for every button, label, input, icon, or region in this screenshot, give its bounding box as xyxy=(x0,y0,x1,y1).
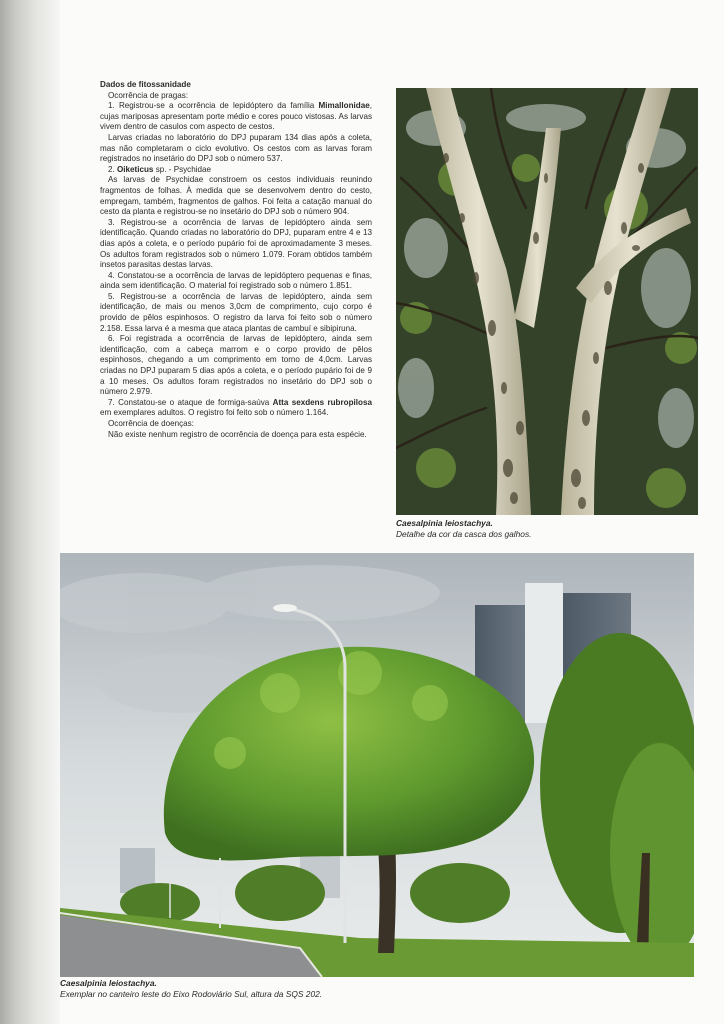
street-tree-photo xyxy=(60,553,694,977)
bark-caption-subtitle: Detalhe da cor da casca dos galhos. xyxy=(396,529,532,539)
p7-species-name: Atta sexdens rubropilosa xyxy=(272,397,372,407)
p1-family-name: Mimallonidae xyxy=(318,101,370,111)
diseases-subheading: Ocorrência de doenças: xyxy=(108,419,194,428)
paragraph-7 xyxy=(100,398,372,419)
diseases-paragraph: Não existe nenhum registro de ocorrência de doença para esta espécie. xyxy=(108,429,367,439)
paragraph-1 xyxy=(100,101,372,133)
p7-text: 7. Constatou-se o ataque de formiga-saúva xyxy=(108,397,273,407)
street-caption-subtitle: Exemplar no canteiro leste do Eixo Rodoviário Sul, altura da SQS 202. xyxy=(60,989,323,999)
p1-text-end: , cujas mariposas apresentam porte médio e cores pouco vistosas. As larvas vivem dentro de casulos com aspecto de cestos. xyxy=(100,101,372,132)
paragraph-1b: Larvas criadas no laboratório do DPJ puparam 134 dias após a coleta, mas não completaram o ciclo evolutivo. Os cestos com as larvas foram registrados no insetário do DPJ sob o número 537. xyxy=(100,132,372,164)
p2-genus-name: Oiketicus xyxy=(117,164,154,174)
section-heading: Dados de fitossanidade xyxy=(100,80,191,89)
bark-photo-caption xyxy=(396,518,531,540)
p2-number: 2. xyxy=(108,164,117,174)
paragraph-2 xyxy=(100,165,372,176)
bark-detail-photo xyxy=(396,88,698,515)
paragraph-5: 5. Registrou-se a ocorrência de larvas de lepidóptero, ainda sem identificação, de mais ou menos 3,0cm de comprimento, cujo corpo é provido de pêlos espinhosos. O registro da larva foi feito sob o número 2.158. Essa larva é a mesma que ataca plantas de cambuí e sibipiruna. xyxy=(100,291,372,333)
p2-text: sp. - Psychidae xyxy=(153,164,212,174)
phytosanitary-text-column xyxy=(100,80,372,440)
book-gutter-shadow xyxy=(0,0,60,1024)
pests-subheading: Ocorrência de pragas: xyxy=(108,90,189,100)
paragraph-4: 4. Constatou-se a ocorrência de larvas de lepidóptero pequenas e finas, ainda sem identificação. O material foi registrado sob o número 1.851. xyxy=(100,270,372,291)
p7-text-end: em exemplares adultos. O registro foi feito sob o número 1.164. xyxy=(100,408,329,418)
paragraph-3: 3. Registrou-se a ocorrência de larvas de lepidóptero ainda sem identificação. Quando criadas no laboratório do DPJ, puparam entre 4 e 13 dias após a coleta, e o período pupário foi de aproximadamente 3 meses. Os adultos foram registrados sob o número 1.079. Foram obtidos também insetos parasitas destas larvas. xyxy=(100,217,372,270)
bark-caption-title: Caesalpinia leiostachya. xyxy=(396,518,493,528)
paragraph-6: 6. Foi registrada a ocorrência de larvas de lepidóptero, ainda sem identificação, com a cabeça marrom e o corpo provido de pêlos espinhosos, chegando a um comprimento em torno de 4,0cm. Larvas criadas no DPJ puparam 5 dias após a coleta, e o período pupário foi de 9 a 10 meses. Os adultos foram registrados no insetário do DPJ sob o número 2.979. xyxy=(100,334,372,397)
p1-text: 1. Registrou-se a ocorrência de lepidóptero da família xyxy=(108,101,319,111)
paragraph-2b: As larvas de Psychidae constroem os cestos individuais reunindo fragmentos de folhas. À medida que se desenvolvem dentro do cesto, empregam, também, fragmentos de galhos. Foi feita a catação manual do cesto da planta e registrou-se no insetário do DPJ sob o número 904. xyxy=(100,175,372,217)
street-caption-title: Caesalpinia leiostachya. xyxy=(60,978,157,988)
street-photo-caption xyxy=(60,978,322,1000)
